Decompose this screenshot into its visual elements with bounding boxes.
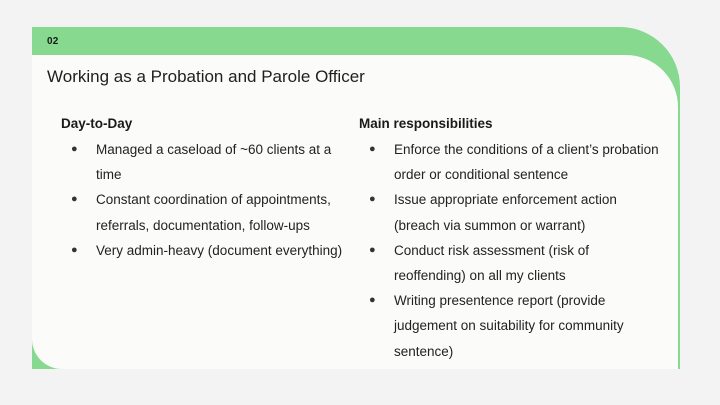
bullet-dot-icon: ● xyxy=(369,294,376,307)
list-item-text: Writing presentence report (provide judgement on suitability for community sentence) xyxy=(394,293,624,359)
slide-number: 02 xyxy=(47,36,59,47)
list-item-text: Very admin-heavy (document everything) xyxy=(96,242,343,258)
list-item-text: Managed a caseload of ~60 clients at a time xyxy=(96,142,332,183)
list-item xyxy=(61,238,351,263)
bullet-dot-icon: ● xyxy=(369,243,376,256)
slide-title: Working as a Probation and Parole Officer xyxy=(47,67,365,86)
bullet-dot-icon: ● xyxy=(71,243,78,256)
main-responsibilities-heading: Main responsibilities xyxy=(359,116,493,131)
bullet-dot-icon: ● xyxy=(71,193,78,206)
day-to-day-heading: Day-to-Day xyxy=(61,116,133,131)
bullet-dot-icon: ● xyxy=(369,193,376,206)
list-item-text: Enforce the conditions of a client’s probation order or conditional sentence xyxy=(394,142,659,183)
list-item xyxy=(61,137,351,187)
day-to-day-column xyxy=(61,112,351,263)
day-to-day-list xyxy=(61,137,351,263)
bullet-dot-icon: ● xyxy=(71,143,78,155)
list-item xyxy=(61,187,351,237)
list-item xyxy=(359,238,659,288)
bullet-dot-icon: ● xyxy=(369,143,376,155)
main-responsibilities-column xyxy=(359,112,659,364)
list-item-text: Conduct risk assessment (risk of reoffending) on all my clients xyxy=(394,242,590,284)
main-responsibilities-list xyxy=(359,137,659,364)
list-item xyxy=(359,288,659,364)
list-item-text: Constant coordination of appointments, referrals, documentation, follow-ups xyxy=(96,192,331,233)
list-item xyxy=(359,137,659,187)
list-item xyxy=(359,187,659,237)
list-item-text: Issue appropriate enforcement action (breach via summon or warrant) xyxy=(394,192,617,233)
